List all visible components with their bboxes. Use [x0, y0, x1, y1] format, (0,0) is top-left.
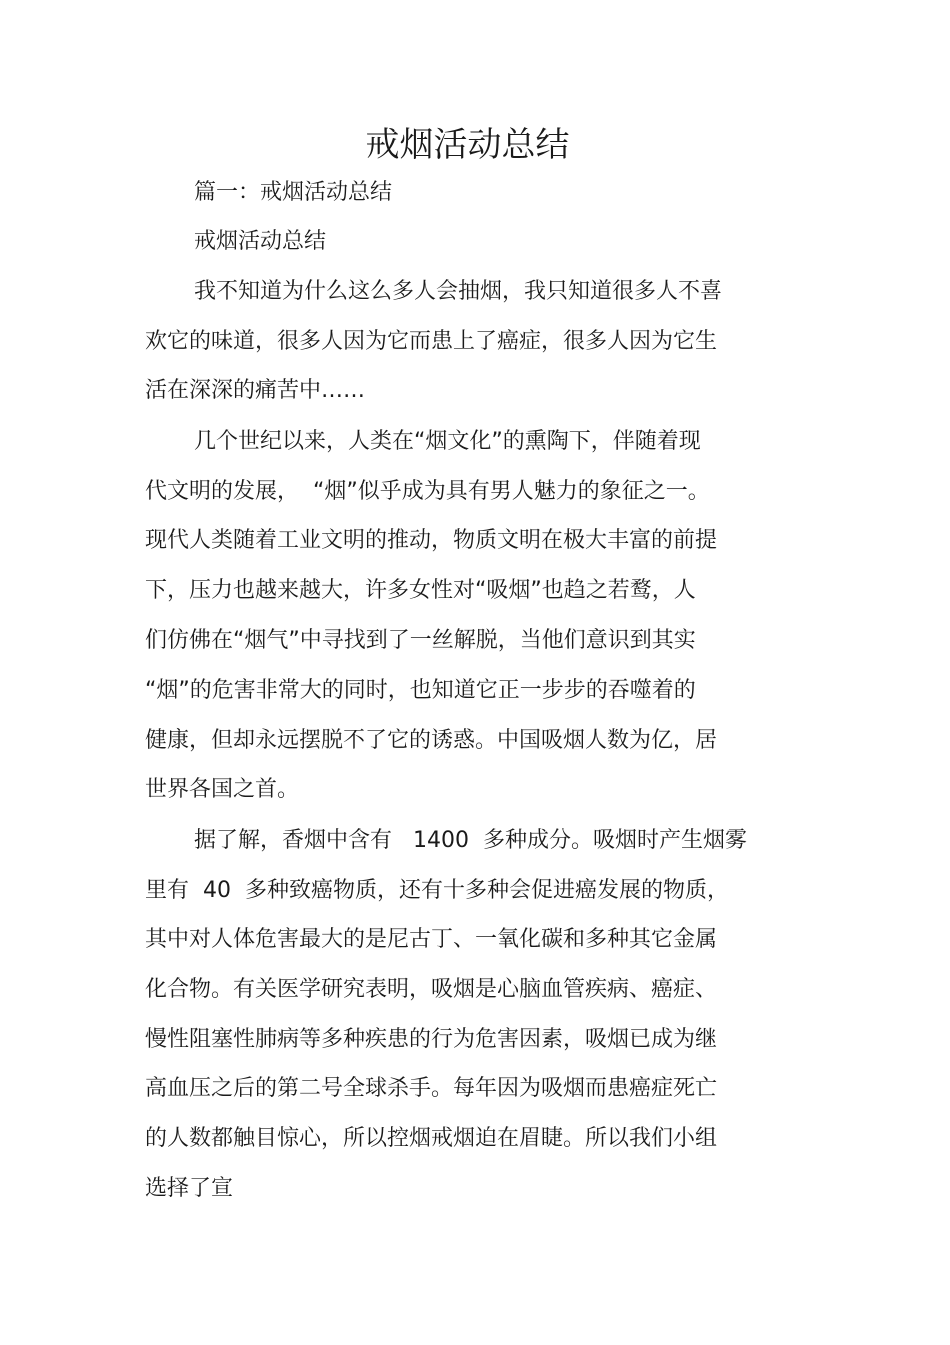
paragraph-line: 欢它的味道，很多人因为它而患上了癌症，很多人因为它生 — [145, 329, 718, 354]
paragraph-line: 们仿佛在“烟气”中寻找到了一丝解脱，当他们意识到其实 — [145, 628, 696, 653]
paragraph-line: 下，压力也越来越大，许多女性对“吸烟”也趋之若鹜，人 — [145, 578, 696, 603]
section-heading: 篇一：戒烟活动总结 — [194, 180, 393, 205]
paragraph-line: 其中对人体危害最大的是尼古丁、一氧化碳和多种其它金属 — [145, 927, 718, 952]
paragraph-line: 代文明的发展， “烟”似乎成为具有男人魅力的象征之一。 — [145, 479, 710, 504]
paragraph-line: 高血压之后的第二号全球杀手。每年因为吸烟而患癌症死亡 — [145, 1076, 718, 1101]
paragraph-line: 活在深深的痛苦中…… — [145, 378, 366, 403]
paragraph-line: 据了解，香烟中含有 1400 多种成分。吸烟时产生烟雾 — [194, 828, 747, 853]
paragraph-line: 健康，但却永远摆脱不了它的诱惑。中国吸烟人数为亿，居 — [145, 728, 718, 753]
paragraph-line: 慢性阻塞性肺病等多种疾患的行为危害因素，吸烟已成为继 — [145, 1027, 718, 1052]
paragraph-line: 化合物。有关医学研究表明，吸烟是心脑血管疾病、癌症、 — [145, 977, 718, 1002]
paragraph-line: 选择了宣 — [145, 1176, 234, 1201]
paragraph-line: 我不知道为什么这么多人会抽烟，我只知道很多人不喜 — [194, 279, 723, 304]
paragraph-line: “烟”的危害非常大的同时，也知道它正一步步的吞噬着的 — [145, 678, 696, 703]
paragraph-line: 现代人类随着工业文明的推动，物质文明在极大丰富的前提 — [145, 528, 718, 553]
subheading: 戒烟活动总结 — [194, 229, 327, 254]
paragraph-line: 的人数都触目惊心，所以控烟戒烟迫在眉睫。所以我们小组 — [145, 1126, 718, 1151]
paragraph-line: 里有 40 多种致癌物质，还有十多种会促进癌发展的物质， — [145, 878, 729, 903]
document-title: 戒烟活动总结 — [365, 125, 570, 165]
paragraph-line: 世界各国之首。 — [145, 777, 300, 802]
paragraph-line: 几个世纪以来，人类在“烟文化”的熏陶下，伴随着现 — [194, 429, 701, 454]
